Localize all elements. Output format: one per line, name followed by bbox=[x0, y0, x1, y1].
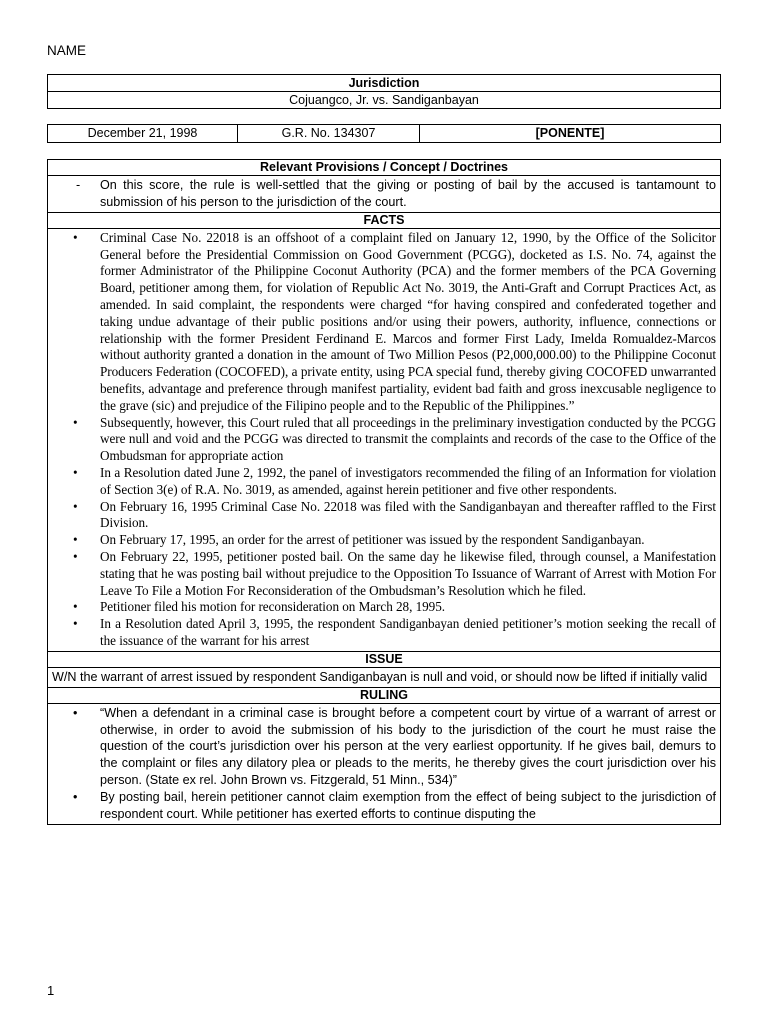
ruling-item bbox=[52, 789, 716, 823]
doctrine-text: On this score, the rule is well-settled that the giving or posting of bail by the accused is tantamount to submission of his person to the jurisdiction of the court. bbox=[100, 178, 716, 209]
fact-item bbox=[52, 465, 716, 499]
fact-item bbox=[52, 415, 716, 465]
fact-item bbox=[52, 499, 716, 533]
doctrines-section bbox=[48, 176, 721, 213]
issue-heading: ISSUE bbox=[48, 651, 721, 667]
doctrine-item bbox=[52, 177, 716, 211]
topic-heading: Jurisdiction bbox=[48, 75, 721, 92]
fact-text: In a Resolution dated June 2, 1992, the panel of investigators recommended the filing of an Information for violation of Section 3(e) of R.A. No. 3019, as amended, against herein petitioner and five other respondents. bbox=[100, 464, 716, 497]
facts-section bbox=[48, 228, 721, 651]
fact-text: Petitioner filed his motion for reconsideration on March 28, 1995. bbox=[100, 599, 445, 615]
bullet-icon: • bbox=[73, 705, 78, 720]
ruling-text: By posting bail, herein petitioner cannot claim exemption from the effect of being subject to the jurisdiction of respondent court. While petitioner has exerted efforts to continue disputing the bbox=[100, 790, 716, 822]
ruling-section bbox=[48, 703, 721, 824]
bullet-icon: • bbox=[73, 548, 78, 564]
gr-number: G.R. No. 134307 bbox=[238, 125, 420, 143]
bullet-icon: • bbox=[73, 464, 78, 480]
bullet-icon: • bbox=[73, 790, 78, 805]
fact-item bbox=[52, 616, 716, 650]
decision-date: December 21, 1998 bbox=[48, 125, 238, 143]
fact-item bbox=[52, 549, 716, 599]
case-title-table bbox=[47, 74, 721, 109]
issue-section bbox=[48, 667, 721, 687]
name-label: NAME bbox=[47, 43, 87, 58]
case-details-table bbox=[47, 124, 721, 143]
facts-heading: FACTS bbox=[48, 212, 721, 228]
facts-list bbox=[52, 230, 716, 650]
fact-text: On February 17, 1995, an order for the arrest of petitioner was issued by the respondent Sandiganbayan. bbox=[100, 532, 645, 548]
fact-item bbox=[52, 599, 716, 616]
ponente: [PONENTE] bbox=[420, 125, 721, 143]
ruling-heading: RULING bbox=[48, 687, 721, 703]
case-title: Cojuangco, Jr. vs. Sandiganbayan bbox=[48, 92, 721, 109]
ruling-item bbox=[52, 705, 716, 790]
bullet-icon: • bbox=[73, 229, 78, 245]
issue-text: W/N the warrant of arrest issued by respondent Sandiganbayan is null and void, or should now be lifted if initially valid bbox=[52, 669, 708, 684]
bullet-icon: • bbox=[73, 616, 78, 632]
bullet-icon: • bbox=[73, 498, 78, 514]
page-number: 1 bbox=[47, 983, 55, 998]
ruling-list bbox=[52, 705, 716, 823]
fact-item bbox=[52, 230, 716, 415]
fact-text: On February 16, 1995 Criminal Case No. 22018 was filed with the Sandiganbayan and thereafter raffled to the First Division. bbox=[100, 498, 716, 531]
fact-item bbox=[52, 532, 716, 549]
digest-table bbox=[47, 159, 721, 825]
bullet-icon: • bbox=[73, 414, 78, 430]
ruling-text: “When a defendant in a criminal case is brought before a competent court by virtue of a warrant of arrest or otherwise, in order to avoid the submission of his body to the jurisdiction of the court he must raise the question of the court’s jurisdiction over his person at the very earliest opportunity. If he gives bail, demurs to the complaint or files any dilatory plea or pleads to the merits, he thereby gives the court jurisdiction over his person. (State ex rel. John Brown vs. Fitzgerald, 51 Minn., 534)” bbox=[100, 705, 716, 788]
fact-text: In a Resolution dated April 3, 1995, the respondent Sandiganbayan denied petitioner’s motion seeking the recall of the issuance of the warrant for his arrest bbox=[100, 616, 716, 648]
fact-text: Criminal Case No. 22018 is an offshoot of a complaint filed on January 12, 1990, by the Office of the Solicitor General before the Presidential Commission on Good Government (PCGG), docketed as I.S. No. 74, against the former Administrator of the Philippine Coconut Authority (PCA) and the former members of the PCA Governing Board, petitioner among them, for violation of Republic Act No. 3019, the Anti-Graft and Corrupt Practices Act, as amended. In said complaint, the respondents were charged “for having conspired and confederated together and taking undue advantage of their public positions and/or using their powers, authority, influence, connections or relationship with the former President Ferdinand E. Marcos and former First Lady, Imelda Romualdez-Marcos without authority granted a donation in the amount of Two Million Pesos (P2,000,000.00) to the Philippine Coconut Producers Federation (COCOFED), a private entity, using PCA special fund, thereby giving COCOFED unwarranted benefits, advantage and preference through manifest partiality, evident bad faith and gross inexcusable negligence to the grave (sic) and prejudice of the Filipino people and to the Republic of the Philippines.” bbox=[100, 229, 716, 413]
doctrines-heading: Relevant Provisions / Concept / Doctrines bbox=[48, 160, 721, 176]
bullet-icon: • bbox=[73, 599, 78, 615]
bullet-icon: • bbox=[73, 532, 78, 548]
fact-text: On February 22, 1995, petitioner posted bail. On the same day he likewise filed, through counsel, a Manifestation stating that he was posting bail without prejudice to the Opposition To Issuance of Warrant of Arrest with Motion For Leave To File a Motion For Reconsideration of the Ombudsman’s Resolution which he filed. bbox=[100, 548, 716, 598]
fact-text: Subsequently, however, this Court ruled that all proceedings in the preliminary investigation conducted by the PCGG were null and void and the PCGG was directed to transmit the complaints and records of the case to the Office of the Ombudsman for appropriate action bbox=[100, 414, 716, 464]
dash-bullet: - bbox=[76, 178, 81, 192]
